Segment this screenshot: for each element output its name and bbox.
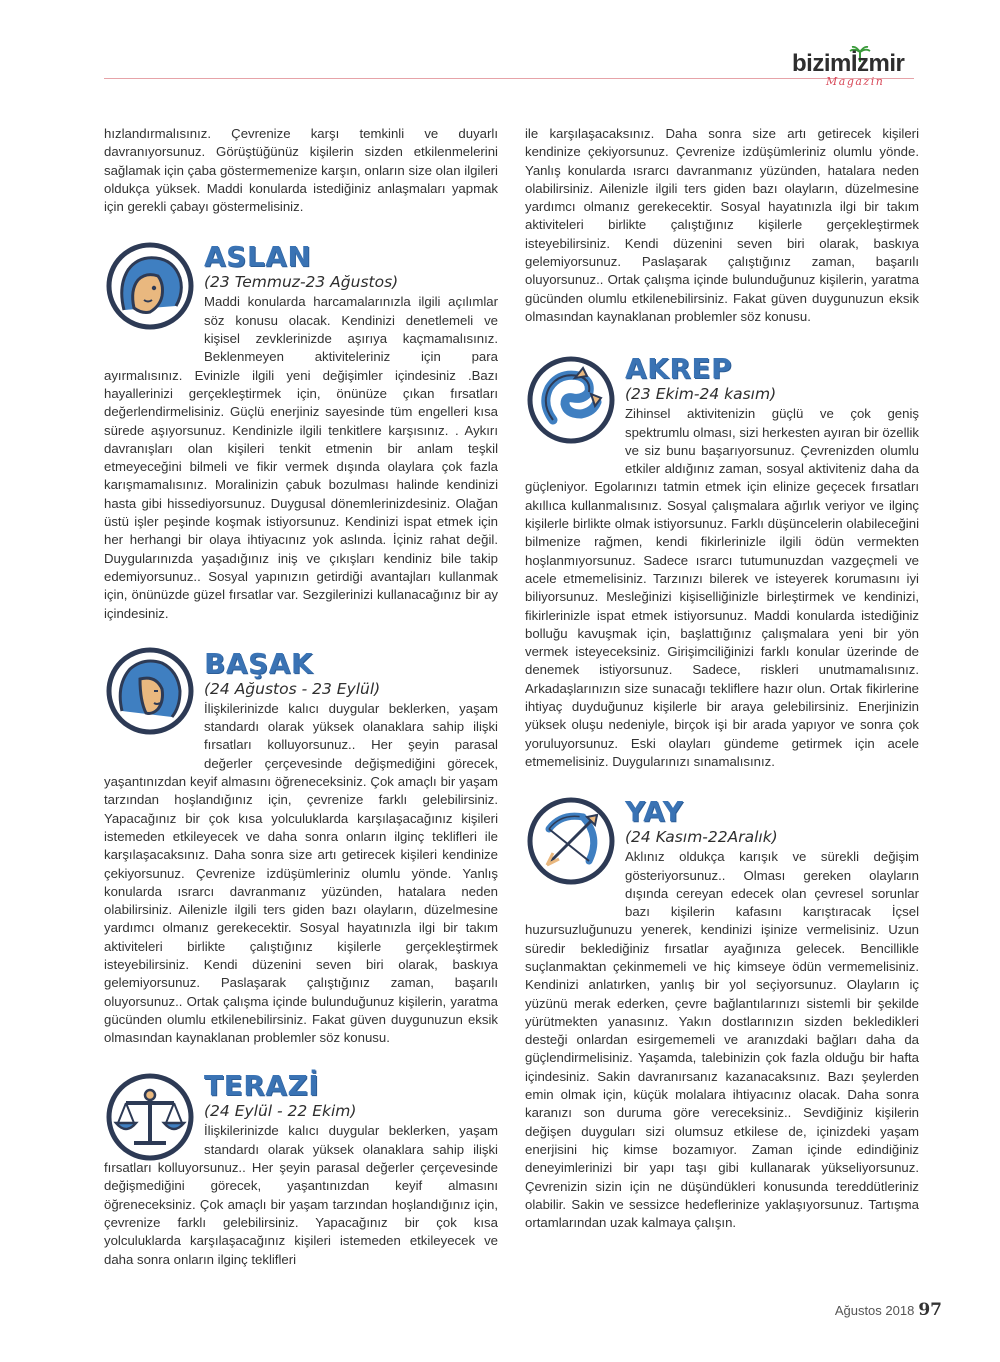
sign-dates: (24 Ağustos - 23 Eylül)	[204, 679, 381, 698]
page-number: 97	[918, 1300, 942, 1320]
sign-aslan	[104, 242, 498, 622]
sign-dates: (23 Temmuz-23 Ağustos)	[204, 273, 399, 292]
sign-dates: (24 Eylül - 22 Ekim)	[204, 1102, 357, 1121]
sign-dates: (23 Ekim-24 kasım)	[625, 385, 777, 404]
sign-dates: (24 Kasım-22Aralık)	[625, 828, 778, 847]
left-intro-text: hızlandırmalısınız. Çevrenize karşı temkinli ve duyarlı davranıyorsunuz. Görüştüğünüz kişilerin sizden etkilenmelerini sağlamak için çaba göstermemenize karşın, onların size olan ilgileri oldukça yüksek. Maddi konularda istediğiniz anlaşmaları yapmak için gerekli çabayı göstermelisiniz.	[104, 126, 498, 215]
sign-text: İlişkilerinizde kalıcı duygular beklerken, yaşam standardı olarak yüksek olanaklara sahip ilişki fırsatları kolluyorsunuz.. Her şeyin parasal değerler çerçevesinde değişmediğini görecek, yaşantınızdan keyif almasını öğreneceksiniz. Çok amaçlı bir yaşam tarzından hoşlandığınız için, çevrenize farklı gelebilirsiniz. Yapacağınız bir çok kısa yolculuklarda karşılaşacağınız kişileri istemeden etkileyecek ve daha sonra onların ilginç teklifleri	[104, 1123, 498, 1267]
logo-text: bizimİzmir	[792, 50, 905, 77]
libra-icon	[104, 1071, 196, 1163]
sign-akrep	[525, 354, 919, 771]
sign-terazi	[104, 1071, 498, 1268]
sagittarius-icon	[525, 795, 617, 887]
magazine-logo	[792, 46, 922, 98]
sign-text: İlişkilerinizde kalıcı duygular beklerken, yaşam standardı olarak yüksek olanaklara sahip ilişki fırsatları kolluyorsunuz.. Her şeyin parasal değerler çerçevesinde değişmediğini görecek, yaşantınızdan keyif almasını öğreneceksiniz. Çok amaçlı bir yaşam tarzından hoşlandığınız için, çevrenize farklı gelebilirsiniz. Yapacağınız bir çok kısa yolculuklarda karşılaşacağınız kişileri istemeden etkileyecek ve daha sonra onların ilginç teklifleri ile karşılaşacaksınız. Daha sonra size artı getirecek kişileri kendinize çekiyorsunuz. Çevrenize izdüşümleriniz olumlu yönde. Yanlış konularda ısrarcı davranmanız yüzünden, hatalara neden olabilirsiniz. Ailenizle ilgili ters giden bazı olayların, düzelmesine yardımcı olmanız gerekecektir. Sosyal hayatınızla ilgi bir takım aktiviteleri birlikte çalıştığınız kişilerle gerçekleştirmek isteyebilirsiniz. Kendi düzenini seven biri olarak, baskıya gelemiyorsunuz. Paslaşarak çalıştığınız zaman, başarılı oluyorsunuz.. Ortak çalışma içinde bulunduğunuz kişilerin, yaratma gücünden olumlu etkilenebilirsiniz. Fakat güven duygunuzun eksik olmasından kaynaklanan problemler söz konusu.	[104, 700, 498, 1046]
sign-text: Zihinsel aktivitenizin güçlü ve çok geniş spektrumlu olması, sizi herkesten ayıran bir özellik ve siz bunu başarıyorsunuz. Çevrenizden olumlu etkiler aldığınız zaman, sosyal aktiviteniz daha da güçleniyor. Egolarınızı tatmin etmek için elinize geçecek fırsatları akıllıca kullanmalısınız. Sosyal çalışmalara ağırlık veriyor ve ilginç kişilerle birlikte olmak istiyorsunuz. Farklı düşüncelerin olabileceğini bilmenize rağmen, kendi fikirlerinizle ilgili ödün vermekten hoşlanmıyorsunuz. Sadece ısrarcı tutumunuzdan vazgeçmeli ve acele etmemelisiniz. Tarzınızı bilerek ve isteyerek korumasını iyi biliyorsunuz. Mesleğinizi kişiselliğinizle birleştirmek ve kendinizi, fikirlerinizle ispat etmek istiyorsunuz. Maddi konularda istediğiniz bolluğu kavuşmak için, başlattığınız çalışmalara yeni bir yön vermek isteyeceksiniz. Girişimciliğinizi farklı konular üzerinde de denemek istiyorsunuz. Sadece, riskleri unutmamalısınız. Arkadaşlarınızın size sunacağı tekliflere hazır olun. Ortak fikirlerine ihtiyaç duyduğunuz kişilerle bir araya gelebilirsiniz. Enerjinizin yüksek oluşu nedeniyle, birçok işi bir arada yapıyor ve sonra çok yoruluyorsunuz. Eski olayları gündeme getirmek için acele etmemelisiniz. Duygularınızı sınamalısınız.	[525, 406, 919, 769]
right-intro-text: ile karşılaşacaksınız. Daha sonra size artı getirecek kişileri kendinize çekiyorsunuz. Çevrenize izdüşümleriniz olumlu yönde. Yanlış konularda ısrarcı davranmanız yüzünden, hatalara neden olabilirsiniz. Ailenizle ilgili ters giden bazı olayların, düzelmesine yardımcı olmanız gerekecektir. Sosyal hayatınızla ilgi bir takım aktiviteleri birlikte çalıştığınız kişilerle gerçekleştirmek isteyebilirsiniz. Kendi düzenini seven biri olarak, baskıya gelemiyorsunuz. Paslaşarak çalıştığınız zaman, başarılı oluyorsunuz.. Ortak çalışma içinde bulunduğunuz kişilerin, yaratma gücünden olumlu etkilenebilirsiniz. Fakat güven duygunuzun eksik olmasından kaynaklanan problemler söz konusu.	[525, 126, 919, 324]
scorpio-icon	[525, 354, 617, 446]
sign-yay	[525, 797, 919, 1232]
sign-title: BAŞAK	[204, 646, 314, 680]
leo-icon	[104, 240, 196, 332]
sign-text: Maddi konularda harcamalarınızla ilgili açılımlar söz konusu olacak. Kendinizi denetlemeli ve kişisel zevklerinizde aşırıya kaçmamalısınız. Beklenmeyen aktiviteleriniz için para ayırmalısınız. Evinizle ilgili yeni değişimler içindesiniz .Bazı hayallerinizi gerçekleştirmek için, önünüze çıkan fırsatları değerlendirmelisiniz. Güçlü enerjiniz sayesinde tüm engelleri kısa sürede aşıyorsunuz. Kendinizle ilgili tenkitlere karşısınız. . Aykırı davranışları olan kişileri tenkit etmenin bir anlam teşkil etmeyeceğini bilmeli ve fikir vermek dışında olaylara çok fazla karışmamalısınız. Moralinizin çabuk bozulması halinde kendinizi hasta gibi hissediyorsunuz. Duygusal dönemlerinizdesiniz. Olağan üstü işler peşinde koşmak istiyorsunuz. Kendinizi ispat etmek için her herhangi bir olaya ihtiyacınız yok aslında. İçiniz rahat değil. Duygularınızda yaşadığınız iniş ve çıkışları kendiniz bile takip edemiyorsunuz.. Sosyal yapınızın getirdiği avantajları kullanmak için, önünüzde güzel fırsatlar var. Sezgilerinizi kullanacağınız bir ay içindesiniz.	[104, 294, 498, 621]
sign-title: AKREP	[625, 352, 733, 386]
virgo-icon	[104, 645, 196, 737]
issue-date: Ağustos 2018	[834, 1303, 915, 1318]
logo-subtitle: Magazin	[826, 75, 885, 88]
sign-title: TERAZİ	[204, 1069, 320, 1103]
sign-basak	[104, 646, 498, 1048]
sign-text: Aklınız oldukça karışık ve sürekli değişim gösteriyorsunuz.. Olması gereken olayların dışında cereyan edecek olan çevresel sorunlar bazı kişilerin kafasını karıştıracak İçsel huzursuzluğunuzu yenerek, kendinizi işinize vermelisiniz. Uzun süredir beklediğiniz fırsatlar ayağınıza gelecek. Bencillikle suçlanmaktan çekinmemeli ve hiç kimseye ödün vermemelisiniz. Kendinizi anlatırken, yanlış bir yol seçiyorsunuz. Olayların iç yüzünü merak ederken, çevre bağlantılarınızı sistemli bir şekilde yürütmekten yanasınız. Yakın dostlarınızın sizden bekledikleri desteği onlardan esirgememeli ve aranızdaki bağları daha da güçlendirmelisiniz. Yaşamda, talebinizin çok fazla olduğu bir hafta içindesiniz. Sakin davranırsanız kazanacaksınız. Bazı şeylerden emin olmak için, küçük molalara ihtiyacınız olacak. Daha sonra karanızı son duruma göre vereceksiniz.. Sevdiğiniz kişilerin değişen duyguları sizi olumsuz etkilese de, içinizdeki yaşam enerjisini hiç kimse bozamıyor. Zaman içinde edindiğiniz deneyimlerinizi bir yapı taşı gibi kullanarak yükseliyorsunuz. Çevrenizin sizin için ne düşündükleri konusunda tereddütleriniz olabilir. Sakin ve sessizce hedeflerinize yaklaşıyorsunuz. Tartışma ortamlarından uzak kalmaya çalışın.	[525, 849, 919, 1231]
page-footer	[835, 1300, 942, 1320]
sign-title: ASLAN	[204, 240, 312, 274]
right-column	[525, 125, 919, 1232]
sign-title: YAY	[625, 795, 684, 829]
left-column	[104, 125, 498, 1269]
